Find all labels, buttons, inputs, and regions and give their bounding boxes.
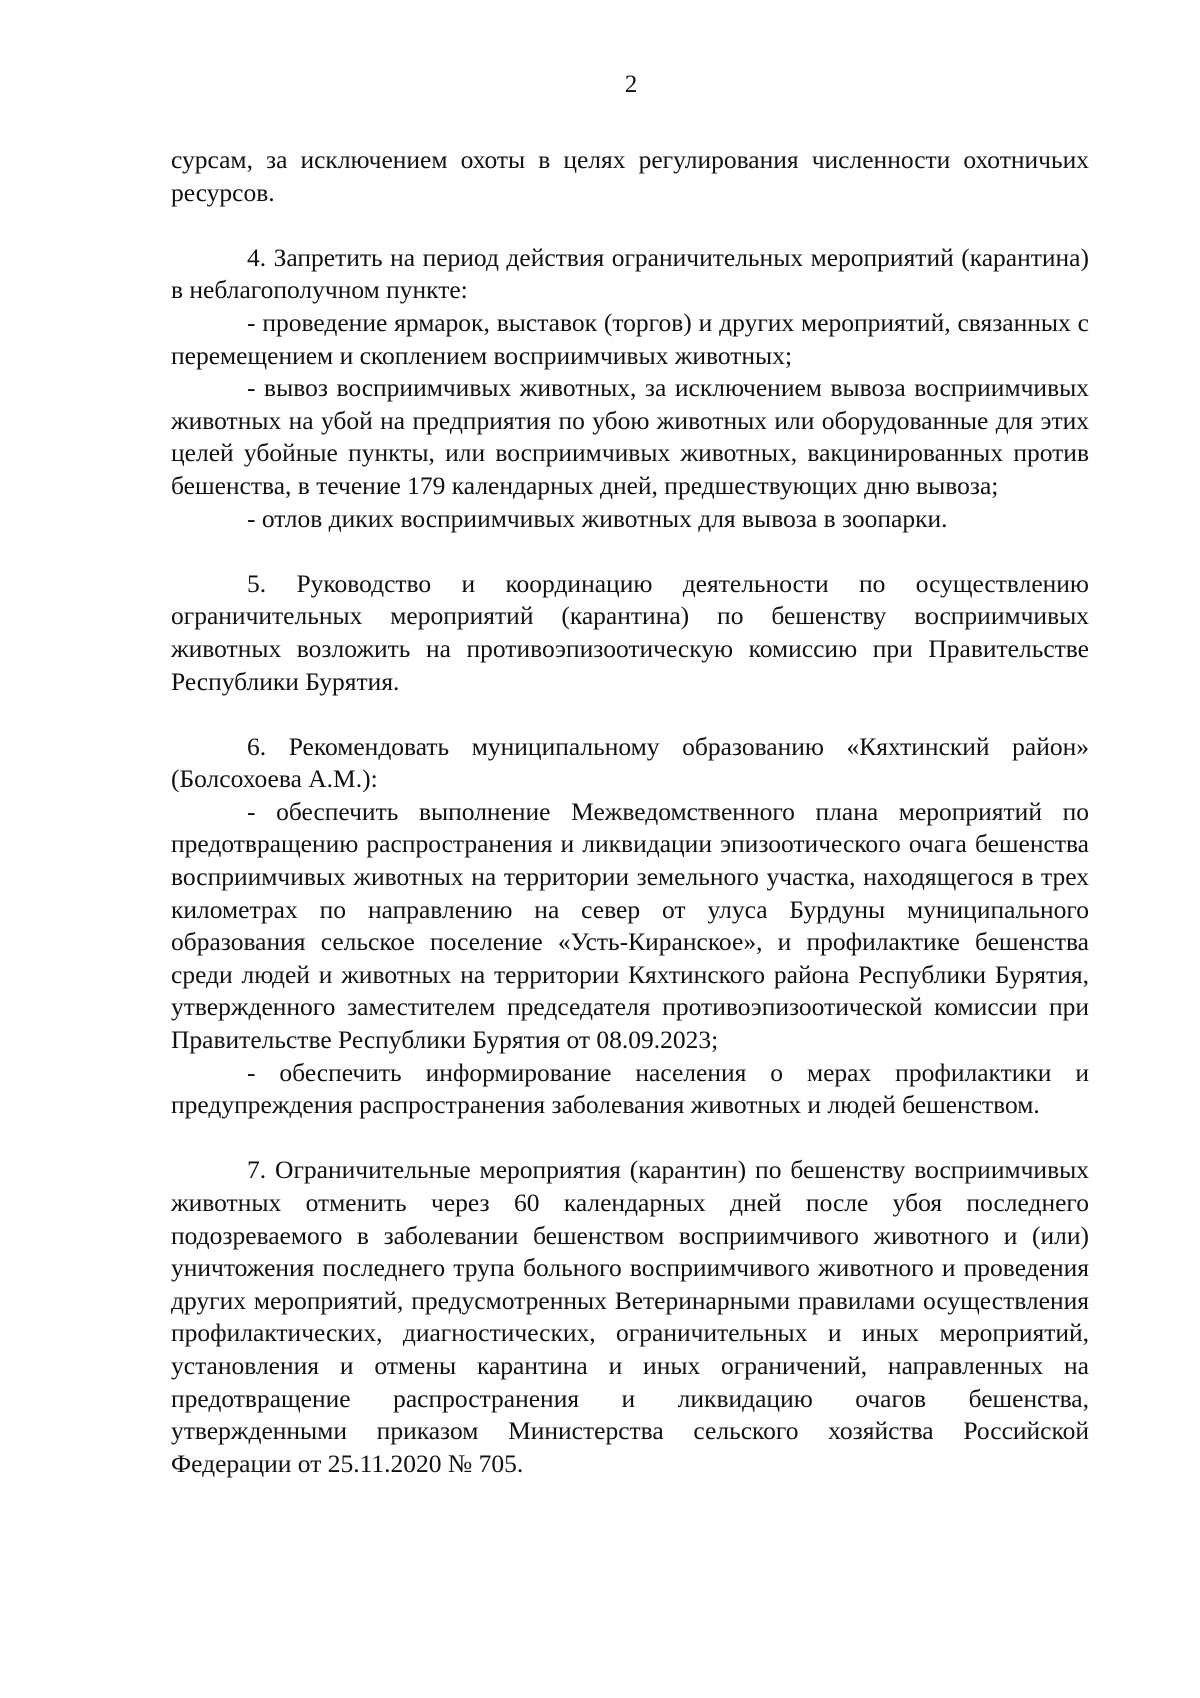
- paragraph-item-7: 7. Ограничительные мероприятия (карантин) по бешенству восприимчивых животных отменить через 60 календарных дней после убоя последнего подозреваемого в заболевании бешенством восприимчивого животного и (или) уничтожения последнего трупа больного восприимчивого животного и проведения других мероприятий, предусмотренных Ветеринарными правилами осуществления профилактических, диагностических, ограничительных и иных мероприятий, установления и отмены карантина и иных ограничений, направленных на предотвращение распространения и ликвидацию очагов бешенства, утвержденными приказом Министерства сельского хозяйства Российской Федерации от 25.11.2020 № 705.: [171, 1155, 1089, 1478]
- list-item: - проведение ярмарок, выставок (торгов) и других мероприятий, связанных с перемещением и скоплением восприимчивых животных;: [171, 307, 1089, 370]
- list-item: - обеспечить выполнение Межведомственного плана мероприятий по предотвращению распространения и ликвидации эпизоотического очага бешенства восприимчивых животных на территории земельного участка, находящегося в трех километрах по направлению на север от улуса Бурдуны муниципального образования сельское поселение «Усть-Киранское», и профилактике бешенства среди людей и животных на территории Кяхтинского района Республики Бурятия, утвержденного заместителем председателя противоэпизоотической комиссии при Правительстве Республики Бурятия от 08.09.2023;: [171, 796, 1089, 1055]
- paragraph-item-6: 6. Рекомендовать муниципальному образованию «Кяхтинский район» (Болсохоева А.М.):: [171, 731, 1089, 794]
- paragraph-item-4: 4. Запретить на период действия ограничительных мероприятий (карантина) в неблагополучном пункте:: [171, 242, 1089, 305]
- page-number: 2: [624, 71, 638, 98]
- document-body: [171, 144, 1089, 1480]
- list-item: - обеспечить информирование населения о мерах профилактики и предупреждения распространения заболевания животных и людей бешенством.: [171, 1057, 1089, 1120]
- list-item: - отлов диких восприимчивых животных для вывоза в зоопарки.: [247, 503, 948, 533]
- list-item: - вывоз восприимчивых животных, за исключением вывоза восприимчивых животных на убой на предприятия по убою животных или оборудованные для этих целей убойные пункты, или восприимчивых животных, вакцинированных против бешенства, в течение 179 календарных дней, предшествующих дню вывоза;: [171, 373, 1089, 500]
- paragraph-item-5: 5. Руководство и координацию деятельности по осуществлению ограничительных мероприятий (карантина) по бешенству восприимчивых животных возложить на противоэпизоотическую комиссию при Правительстве Республики Бурятия.: [171, 568, 1089, 696]
- paragraph-continuation: сурсам, за исключением охоты в целях регулирования численности охотничьих ресурсов.: [171, 145, 1089, 207]
